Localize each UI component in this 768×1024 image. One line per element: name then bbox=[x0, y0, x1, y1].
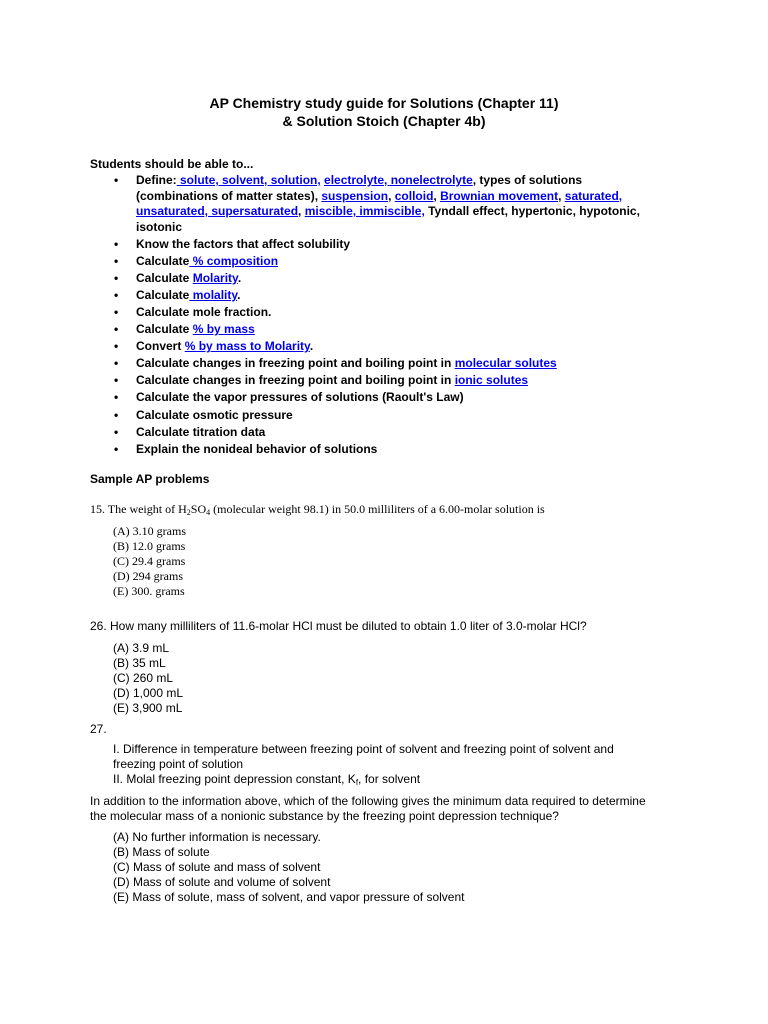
define-label: Define: bbox=[136, 173, 177, 187]
page-title-line2: & Solution Stoich (Chapter 4b) bbox=[282, 113, 486, 129]
sample-heading: Sample AP problems bbox=[90, 472, 210, 486]
list-item bbox=[90, 237, 690, 253]
q15-text: (molecular weight 98.1) in 50.0 milliliters of a 6.00-molar solution is bbox=[210, 502, 545, 516]
bullet-icon: • bbox=[114, 253, 119, 268]
separator: , bbox=[298, 204, 305, 218]
objectives-list bbox=[90, 173, 690, 459]
question-27-number: 27. bbox=[90, 722, 107, 736]
item-text: Calculate changes in freezing point and boiling point in bbox=[136, 373, 455, 388]
item-suffix: . bbox=[309, 339, 314, 354]
list-item bbox=[90, 322, 690, 338]
list-item bbox=[90, 442, 690, 458]
list-item bbox=[90, 339, 690, 355]
q15-text: 15. The weight of H bbox=[90, 502, 187, 516]
bullet-icon: • bbox=[114, 322, 119, 337]
page-title-line1: AP Chemistry study guide for Solutions (Chapter 11) bbox=[209, 95, 559, 111]
q26-option-d: (D) 1,000 mL bbox=[113, 686, 184, 700]
link-unsaturated-supersaturated[interactable]: unsaturated, supersaturated bbox=[136, 204, 299, 218]
q26-option-a: (A) 3.9 mL bbox=[113, 641, 170, 655]
link-molality[interactable]: molality bbox=[189, 287, 238, 302]
q15-option-e: (E) 300. grams bbox=[113, 584, 185, 598]
q15-option-a: (A) 3.10 grams bbox=[113, 524, 186, 538]
q27-item-2 bbox=[113, 772, 420, 787]
define-text-line2: (combinations of matter states), bbox=[136, 188, 322, 203]
q27-option-b: (B) Mass of solute bbox=[113, 845, 210, 859]
q26-option-b: (B) 35 mL bbox=[113, 656, 166, 670]
q15-subscript: 4 bbox=[206, 508, 211, 517]
item-text: Calculate bbox=[136, 287, 190, 302]
separator: , bbox=[558, 188, 565, 203]
item-suffix: . bbox=[237, 270, 242, 285]
q15-option-d: (D) 294 grams bbox=[113, 569, 183, 583]
bullet-icon: • bbox=[114, 236, 119, 251]
q27-stem-line2: the molecular mass of a nonionic substance by the freezing point depression technique? bbox=[90, 809, 559, 823]
item-text: Calculate bbox=[136, 322, 193, 337]
bullet-icon: • bbox=[114, 339, 119, 354]
item-text: Calculate bbox=[136, 253, 190, 268]
list-item bbox=[90, 305, 690, 321]
link-percent-mass-to-molarity[interactable]: % by mass to Molarity bbox=[184, 339, 310, 354]
item-text: Calculate bbox=[136, 270, 193, 285]
item-text: Calculate titration data bbox=[136, 424, 266, 439]
item-text: Calculate changes in freezing point and boiling point in bbox=[136, 356, 455, 371]
list-item-define bbox=[90, 173, 690, 235]
define-text: , types of solutions bbox=[472, 173, 583, 187]
link-molecular-solutes[interactable]: molecular solutes bbox=[454, 356, 557, 371]
bullet-icon: • bbox=[114, 270, 119, 285]
link-electrolyte[interactable]: electrolyte, nonelectrolyte bbox=[324, 173, 473, 187]
list-item bbox=[90, 271, 690, 287]
question-26-stem: 26. How many milliliters of 11.6-molar HCl must be diluted to obtain 1.0 liter of 3.0-molar HCl? bbox=[90, 619, 587, 633]
q27-stem-line1: In addition to the information above, which of the following gives the minimum data required to determine bbox=[90, 794, 646, 808]
bullet-icon: • bbox=[114, 287, 119, 302]
link-brownian-movement[interactable]: Brownian movement bbox=[440, 188, 559, 203]
link-percent-by-mass[interactable]: % by mass bbox=[192, 322, 255, 337]
q27-item-1-line1: I. Difference in temperature between freezing point of solvent and freezing point of solvent and bbox=[113, 742, 614, 756]
define-text-line4: isotonic bbox=[136, 219, 183, 234]
item-text: Calculate osmotic pressure bbox=[136, 407, 293, 422]
item-text: Convert bbox=[136, 339, 185, 354]
list-item bbox=[90, 373, 690, 389]
bullet-icon: • bbox=[114, 390, 119, 405]
link-solute-solvent-solution[interactable]: solute, solvent, solution, bbox=[176, 173, 321, 187]
q27-item-1-line2: freezing point of solution bbox=[113, 757, 244, 771]
item-suffix: . bbox=[237, 287, 241, 302]
link-colloid[interactable]: colloid bbox=[394, 188, 434, 203]
bullet-icon: • bbox=[114, 441, 119, 456]
q26-option-e: (E) 3,900 mL bbox=[113, 701, 183, 715]
q27-option-e: (E) Mass of solute, mass of solvent, and vapor pressure of solvent bbox=[113, 890, 465, 904]
q27-subscript: f bbox=[355, 778, 359, 787]
list-item bbox=[90, 408, 690, 424]
list-item bbox=[90, 425, 690, 441]
link-molarity[interactable]: Molarity bbox=[192, 270, 238, 285]
item-text: Know the factors that affect solubility bbox=[136, 236, 351, 251]
q27-option-d: (D) Mass of solute and volume of solvent bbox=[113, 875, 331, 889]
link-saturated[interactable]: saturated, bbox=[564, 188, 623, 203]
q27-option-a: (A) No further information is necessary. bbox=[113, 830, 321, 844]
q26-option-c: (C) 260 mL bbox=[113, 671, 174, 685]
bullet-icon: • bbox=[114, 356, 119, 371]
question-15-stem bbox=[90, 502, 545, 517]
list-item bbox=[90, 288, 690, 304]
q15-option-b: (B) 12.0 grams bbox=[113, 539, 186, 553]
bullet-icon: • bbox=[114, 304, 119, 319]
bullet-icon: • bbox=[114, 424, 119, 439]
q27-item-2-text: II. Molal freezing point depression constant, K bbox=[113, 772, 356, 786]
separator: , bbox=[433, 188, 441, 203]
list-item bbox=[90, 390, 690, 406]
item-text: Calculate the vapor pressures of solutions (Raoult's Law) bbox=[136, 390, 464, 405]
link-miscible-immiscible[interactable]: miscible, immiscible, bbox=[304, 204, 425, 218]
separator: , bbox=[388, 188, 395, 203]
bullet-icon: • bbox=[114, 173, 119, 187]
item-text: Explain the nonideal behavior of solutions bbox=[136, 441, 378, 456]
link-ionic-solutes[interactable]: ionic solutes bbox=[454, 373, 529, 388]
bullet-icon: • bbox=[114, 373, 119, 388]
intro-text: Students should be able to... bbox=[90, 157, 254, 171]
q15-text: SO bbox=[190, 502, 207, 516]
define-text-line3: Tyndall effect, hypertonic, hypotonic, bbox=[424, 204, 640, 218]
q15-option-c: (C) 29.4 grams bbox=[113, 554, 186, 568]
link-suspension[interactable]: suspension bbox=[321, 188, 389, 203]
link-percent-composition[interactable]: % composition bbox=[189, 253, 279, 268]
q15-subscript: 2 bbox=[186, 508, 191, 517]
list-item bbox=[90, 356, 690, 372]
q27-option-c: (C) Mass of solute and mass of solvent bbox=[113, 860, 321, 874]
item-text: Calculate mole fraction. bbox=[136, 304, 272, 319]
bullet-icon: • bbox=[114, 407, 119, 422]
list-item bbox=[90, 254, 690, 270]
q27-item-2-text: , for solvent bbox=[358, 772, 421, 786]
